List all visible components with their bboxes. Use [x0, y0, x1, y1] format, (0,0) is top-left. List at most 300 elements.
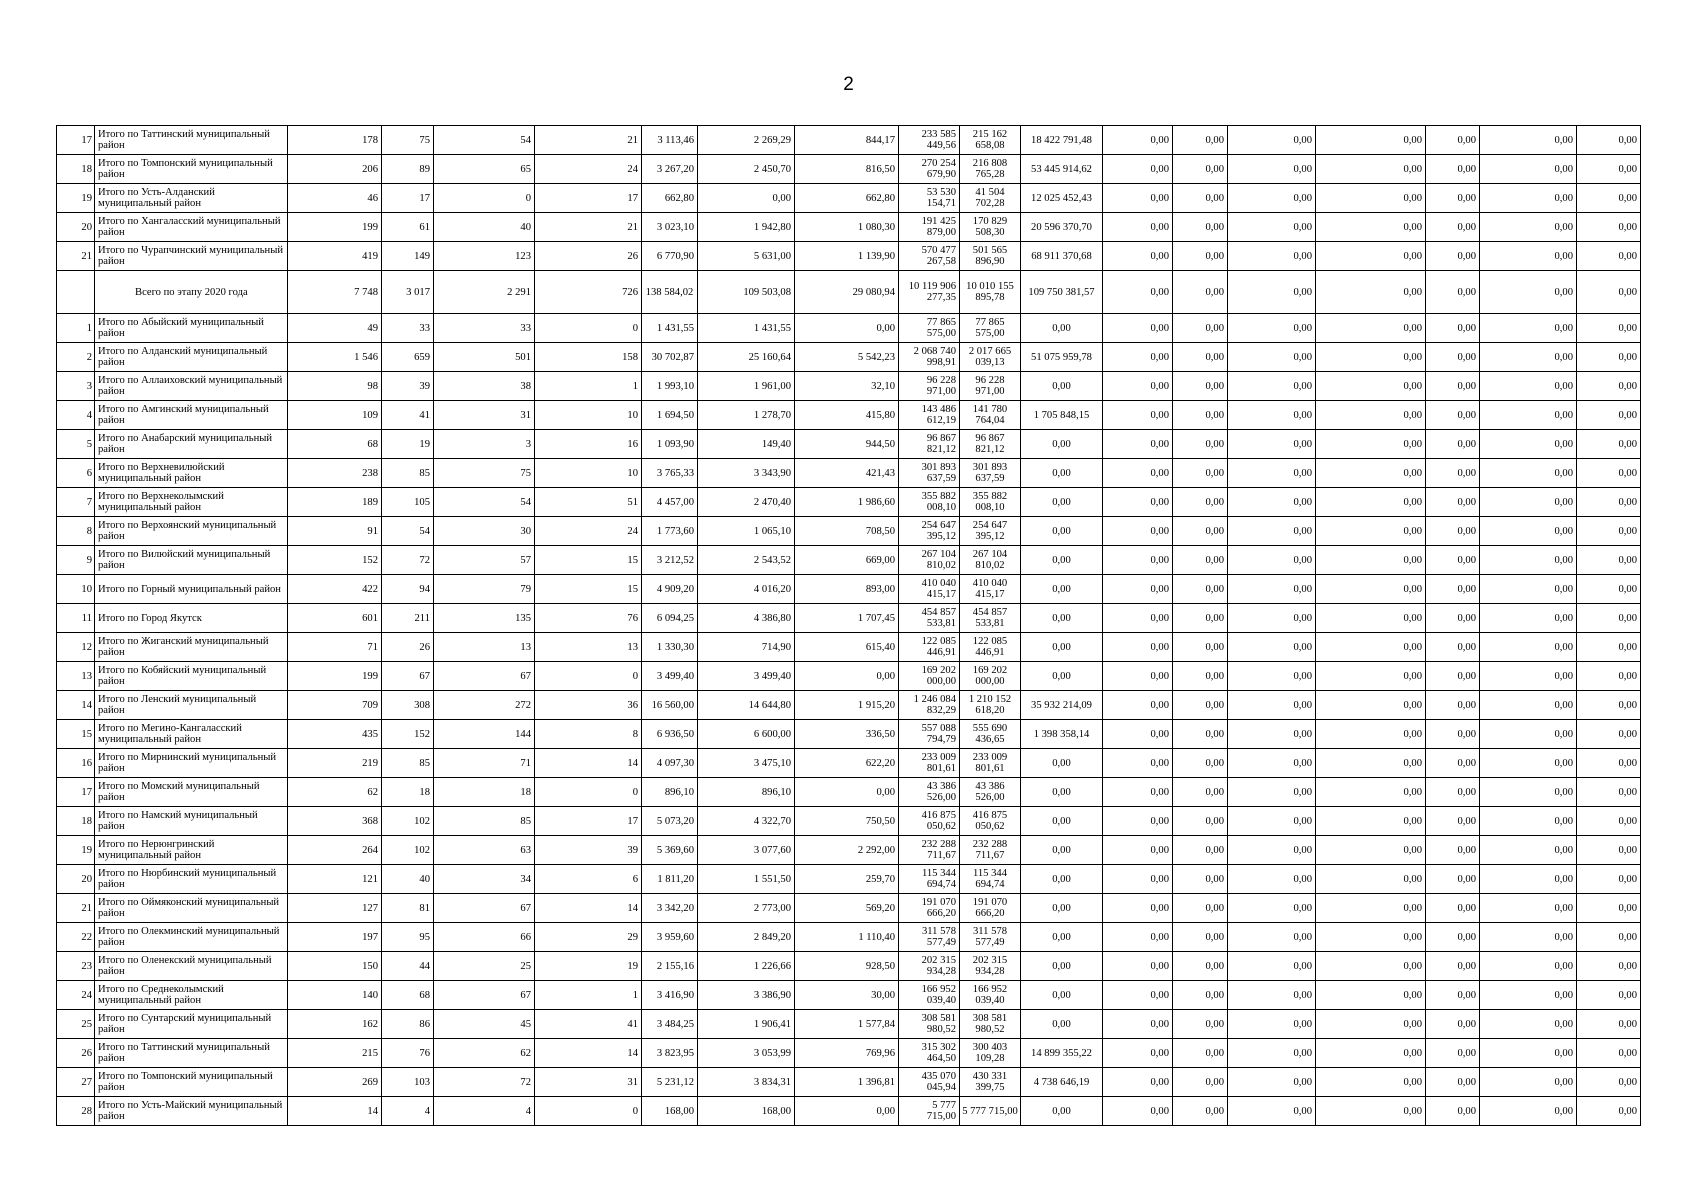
total-row — [57, 271, 1641, 314]
table-cell: 0,00 — [1173, 952, 1228, 981]
table-cell: 2 773,00 — [698, 894, 795, 923]
table-cell: 13 — [535, 633, 642, 662]
table-cell: 13 — [434, 633, 535, 662]
table-cell: 1 — [535, 981, 642, 1010]
table-cell: 67 — [434, 894, 535, 923]
table-cell: 19 — [382, 430, 434, 459]
table-cell: 726 — [535, 271, 642, 314]
table-row — [57, 720, 1641, 749]
table-cell: 0,00 — [1426, 633, 1480, 662]
table-cell: 0,00 — [1316, 778, 1426, 807]
table-cell: 709 — [288, 691, 382, 720]
table-cell: 40 — [382, 865, 434, 894]
table-cell: 0,00 — [1577, 517, 1641, 546]
table-cell: 4 322,70 — [698, 807, 795, 836]
table-cell: 0,00 — [1577, 720, 1641, 749]
table-cell: 34 — [434, 865, 535, 894]
row-number: 12 — [57, 633, 95, 662]
table-cell: 0,00 — [1021, 749, 1103, 778]
table-cell: 410 040 415,17 — [899, 575, 960, 604]
row-number: 22 — [57, 923, 95, 952]
row-number: 17 — [57, 778, 95, 807]
table-cell: 0,00 — [1426, 575, 1480, 604]
table-cell: 1 246 084 832,29 — [899, 691, 960, 720]
table-cell: 1 811,20 — [642, 865, 698, 894]
table-cell: 62 — [288, 778, 382, 807]
table-cell: 2 269,29 — [698, 126, 795, 155]
table-row — [57, 894, 1641, 923]
table-cell: 893,00 — [795, 575, 899, 604]
table-cell: 121 — [288, 865, 382, 894]
table-cell: 43 386 526,00 — [899, 778, 960, 807]
table-cell: 0,00 — [1480, 981, 1577, 1010]
row-number: 23 — [57, 952, 95, 981]
table-cell: 0,00 — [1316, 894, 1426, 923]
table-cell: 0,00 — [1480, 546, 1577, 575]
row-number: 15 — [57, 720, 95, 749]
table-cell: 14 644,80 — [698, 691, 795, 720]
table-cell: 3 342,20 — [642, 894, 698, 923]
row-name: Итого по Таттинский муниципальный район — [95, 1039, 288, 1068]
table-cell: 1 705 848,15 — [1021, 401, 1103, 430]
table-cell: 170 829 508,30 — [960, 213, 1021, 242]
table-cell: 0,00 — [1577, 430, 1641, 459]
table-cell: 25 160,64 — [698, 343, 795, 372]
table-row — [57, 662, 1641, 691]
row-number: 24 — [57, 981, 95, 1010]
table-cell: 0,00 — [1316, 633, 1426, 662]
table-cell: 3 823,95 — [642, 1039, 698, 1068]
table-cell: 3 484,25 — [642, 1010, 698, 1039]
table-row — [57, 981, 1641, 1010]
table-cell: 0,00 — [1228, 155, 1316, 184]
table-cell: 6 094,25 — [642, 604, 698, 633]
table-cell: 0,00 — [1480, 836, 1577, 865]
row-number: 20 — [57, 213, 95, 242]
table-cell: 3 499,40 — [642, 662, 698, 691]
table-cell: 0,00 — [1577, 184, 1641, 213]
table-cell: 0,00 — [1173, 1097, 1228, 1126]
table-cell: 8 — [535, 720, 642, 749]
table-cell: 33 — [434, 314, 535, 343]
table-cell: 0,00 — [1480, 1010, 1577, 1039]
table-cell: 6 770,90 — [642, 242, 698, 271]
table-cell: 0,00 — [1480, 1039, 1577, 1068]
table-cell: 0,00 — [1228, 271, 1316, 314]
table-cell: 0,00 — [1103, 633, 1173, 662]
table-cell: 0,00 — [1316, 488, 1426, 517]
table-cell: 0,00 — [1426, 184, 1480, 213]
table-cell: 77 865 575,00 — [960, 314, 1021, 343]
table-cell: 143 486 612,19 — [899, 401, 960, 430]
table-cell: 15 — [535, 575, 642, 604]
table-cell: 0,00 — [1577, 1097, 1641, 1126]
table-cell: 3 386,90 — [698, 981, 795, 1010]
table-cell: 0,00 — [1316, 372, 1426, 401]
row-number: 19 — [57, 184, 95, 213]
table-cell: 0,00 — [1103, 981, 1173, 1010]
table-cell: 0,00 — [1316, 517, 1426, 546]
table-cell: 0,00 — [1480, 633, 1577, 662]
table-cell: 67 — [434, 981, 535, 1010]
table-cell: 0,00 — [1577, 1068, 1641, 1097]
table-cell: 24 — [535, 517, 642, 546]
table-cell: 0,00 — [1316, 1097, 1426, 1126]
table-cell: 67 — [434, 662, 535, 691]
table-cell: 0,00 — [1480, 865, 1577, 894]
table-cell: 2 292,00 — [795, 836, 899, 865]
row-name: Итого по Верхнеколымский муниципальный район — [95, 488, 288, 517]
row-number: 25 — [57, 1010, 95, 1039]
table-cell: 10 119 906 277,35 — [899, 271, 960, 314]
table-cell: 109 — [288, 401, 382, 430]
table-cell: 0,00 — [1103, 720, 1173, 749]
table-row — [57, 807, 1641, 836]
table-cell: 0,00 — [1577, 242, 1641, 271]
row-number: 13 — [57, 662, 95, 691]
table-cell: 0,00 — [1021, 372, 1103, 401]
table-cell: 53 530 154,71 — [899, 184, 960, 213]
table-row — [57, 517, 1641, 546]
table-row — [57, 546, 1641, 575]
table-cell: 0,00 — [1316, 1039, 1426, 1068]
table-cell: 233 009 801,61 — [960, 749, 1021, 778]
table-cell: 0,00 — [1480, 604, 1577, 633]
table-cell: 0,00 — [1426, 401, 1480, 430]
table-cell: 2 849,20 — [698, 923, 795, 952]
table-cell: 0,00 — [1103, 952, 1173, 981]
table-row — [57, 126, 1641, 155]
table-cell: 0,00 — [1173, 126, 1228, 155]
table-body — [57, 126, 1641, 1126]
table-cell: 311 578 577,49 — [899, 923, 960, 952]
table-cell: 0,00 — [1480, 343, 1577, 372]
table-cell: 0,00 — [1173, 1010, 1228, 1039]
table-cell: 0,00 — [795, 314, 899, 343]
row-name: Итого по Анабарский муниципальный район — [95, 430, 288, 459]
table-row — [57, 1039, 1641, 1068]
table-cell: 168,00 — [642, 1097, 698, 1126]
row-name: Итого по Сунтарский муниципальный район — [95, 1010, 288, 1039]
table-cell: 0,00 — [1480, 155, 1577, 184]
table-cell: 0,00 — [1173, 662, 1228, 691]
table-cell: 5 542,23 — [795, 343, 899, 372]
table-cell: 615,40 — [795, 633, 899, 662]
table-cell: 0,00 — [1426, 1039, 1480, 1068]
table-cell: 1 080,30 — [795, 213, 899, 242]
table-cell: 0,00 — [1228, 575, 1316, 604]
table-cell: 191 425 879,00 — [899, 213, 960, 242]
table-cell: 72 — [382, 546, 434, 575]
table-cell: 0,00 — [1426, 1010, 1480, 1039]
table-cell: 202 315 934,28 — [899, 952, 960, 981]
table-cell: 0,00 — [1103, 923, 1173, 952]
table-cell: 1 993,10 — [642, 372, 698, 401]
table-cell: 233 585 449,56 — [899, 126, 960, 155]
table-cell: 30,00 — [795, 981, 899, 1010]
table-cell: 3 017 — [382, 271, 434, 314]
table-cell: 0,00 — [1480, 184, 1577, 213]
table-cell: 0,00 — [1021, 865, 1103, 894]
table-cell: 51 075 959,78 — [1021, 343, 1103, 372]
table-row — [57, 604, 1641, 633]
table-cell: 0,00 — [1577, 575, 1641, 604]
table-cell: 0,00 — [1426, 459, 1480, 488]
table-cell: 127 — [288, 894, 382, 923]
table-cell: 0,00 — [1228, 430, 1316, 459]
table-cell: 1 707,45 — [795, 604, 899, 633]
table-cell: 0,00 — [1480, 271, 1577, 314]
row-name: Итого по Хангаласский муниципальный район — [95, 213, 288, 242]
table-cell: 166 952 039,40 — [899, 981, 960, 1010]
table-cell: 0,00 — [1480, 213, 1577, 242]
row-number: 16 — [57, 749, 95, 778]
table-cell: 454 857 533,81 — [960, 604, 1021, 633]
table-cell: 0,00 — [1426, 604, 1480, 633]
table-cell: 135 — [434, 604, 535, 633]
table-cell: 3 267,20 — [642, 155, 698, 184]
table-cell: 0,00 — [1173, 1068, 1228, 1097]
table-cell: 0,00 — [1173, 314, 1228, 343]
table-cell: 1 — [535, 372, 642, 401]
table-cell: 311 578 577,49 — [960, 923, 1021, 952]
table-cell: 5 073,20 — [642, 807, 698, 836]
table-cell: 944,50 — [795, 430, 899, 459]
table-cell: 0,00 — [1316, 126, 1426, 155]
table-cell: 0,00 — [1173, 894, 1228, 923]
table-cell: 24 — [535, 155, 642, 184]
table-cell: 54 — [434, 488, 535, 517]
table-row — [57, 865, 1641, 894]
table-cell: 72 — [434, 1068, 535, 1097]
table-cell: 0,00 — [795, 1097, 899, 1126]
table-cell: 44 — [382, 952, 434, 981]
table-cell: 85 — [382, 459, 434, 488]
table-cell: 0,00 — [1173, 242, 1228, 271]
row-number: 27 — [57, 1068, 95, 1097]
table-cell: 215 — [288, 1039, 382, 1068]
table-cell: 569,20 — [795, 894, 899, 923]
table-cell: 1 577,84 — [795, 1010, 899, 1039]
table-cell: 75 — [382, 126, 434, 155]
table-cell: 149 — [382, 242, 434, 271]
table-cell: 308 581 980,52 — [899, 1010, 960, 1039]
table-cell: 267 104 810,02 — [960, 546, 1021, 575]
table-cell: 3 053,99 — [698, 1039, 795, 1068]
table-cell: 0,00 — [1577, 604, 1641, 633]
table-cell: 10 — [535, 459, 642, 488]
table-cell: 105 — [382, 488, 434, 517]
table-cell: 109 750 381,57 — [1021, 271, 1103, 314]
table-cell: 138 584,02 — [642, 271, 698, 314]
table-cell: 1 431,55 — [698, 314, 795, 343]
row-number: 20 — [57, 865, 95, 894]
table-cell: 0,00 — [1316, 720, 1426, 749]
table-cell: 0,00 — [1103, 213, 1173, 242]
table-cell: 85 — [434, 807, 535, 836]
table-cell: 0,00 — [1577, 546, 1641, 575]
table-cell: 5 231,12 — [642, 1068, 698, 1097]
table-cell: 0,00 — [1103, 662, 1173, 691]
table-cell: 0,00 — [1103, 836, 1173, 865]
row-name: Итого по Мегино-Кангаласский муниципальный район — [95, 720, 288, 749]
table-cell: 0,00 — [1228, 633, 1316, 662]
table-cell: 0,00 — [1426, 749, 1480, 778]
table-cell: 0,00 — [1021, 662, 1103, 691]
table-row — [57, 836, 1641, 865]
table-cell: 0,00 — [1577, 894, 1641, 923]
table-cell: 31 — [535, 1068, 642, 1097]
table-cell: 0,00 — [1021, 604, 1103, 633]
table-cell: 19 — [535, 952, 642, 981]
table-cell: 601 — [288, 604, 382, 633]
table-cell: 152 — [288, 546, 382, 575]
table-cell: 149,40 — [698, 430, 795, 459]
table-cell: 0,00 — [1021, 575, 1103, 604]
table-cell: 0,00 — [1577, 1039, 1641, 1068]
table-cell: 4 909,20 — [642, 575, 698, 604]
row-name: Итого по Оймяконский муниципальный район — [95, 894, 288, 923]
table-cell: 0,00 — [1103, 604, 1173, 633]
table-cell: 0,00 — [1173, 488, 1228, 517]
table-cell: 0,00 — [1103, 691, 1173, 720]
row-number: 28 — [57, 1097, 95, 1126]
table-row — [57, 155, 1641, 184]
table-cell: 0,00 — [1577, 778, 1641, 807]
table-cell: 0,00 — [1173, 691, 1228, 720]
table-cell: 0,00 — [1316, 807, 1426, 836]
table-cell: 0,00 — [1426, 662, 1480, 691]
table-cell: 430 331 399,75 — [960, 1068, 1021, 1097]
table-cell: 0,00 — [1426, 778, 1480, 807]
table-cell: 0,00 — [1228, 126, 1316, 155]
table-cell: 75 — [434, 459, 535, 488]
table-cell: 71 — [434, 749, 535, 778]
table-cell: 0,00 — [1316, 459, 1426, 488]
table-cell: 57 — [434, 546, 535, 575]
table-cell: 0,00 — [1021, 517, 1103, 546]
table-cell: 1 210 152 618,20 — [960, 691, 1021, 720]
table-cell: 454 857 533,81 — [899, 604, 960, 633]
table-cell: 0,00 — [1021, 314, 1103, 343]
table-cell: 0,00 — [1021, 981, 1103, 1010]
row-number: 5 — [57, 430, 95, 459]
table-cell: 0,00 — [1021, 459, 1103, 488]
table-cell: 0,00 — [1228, 749, 1316, 778]
table-cell: 3 343,90 — [698, 459, 795, 488]
table-cell: 0,00 — [1426, 865, 1480, 894]
row-name: Итого по Абыйский муниципальный район — [95, 314, 288, 343]
table-cell: 0,00 — [1228, 184, 1316, 213]
table-cell: 0,00 — [698, 184, 795, 213]
table-cell: 0,00 — [1103, 517, 1173, 546]
table-cell: 46 — [288, 184, 382, 213]
table-cell: 0,00 — [1577, 865, 1641, 894]
table-cell: 31 — [434, 401, 535, 430]
table-cell: 17 — [382, 184, 434, 213]
table-cell: 708,50 — [795, 517, 899, 546]
table-cell: 272 — [434, 691, 535, 720]
table-cell: 54 — [434, 126, 535, 155]
row-name: Итого по Таттинский муниципальный район — [95, 126, 288, 155]
table-cell: 40 — [434, 213, 535, 242]
table-cell: 0,00 — [1228, 778, 1316, 807]
table-cell: 301 893 637,59 — [960, 459, 1021, 488]
table-cell: 4 457,00 — [642, 488, 698, 517]
table-cell: 0,00 — [1426, 126, 1480, 155]
table-cell: 0,00 — [1103, 184, 1173, 213]
table-row — [57, 430, 1641, 459]
table-row — [57, 343, 1641, 372]
table-row — [57, 314, 1641, 343]
table-cell: 0,00 — [1480, 894, 1577, 923]
table-cell: 0 — [535, 662, 642, 691]
table-cell: 0,00 — [1228, 952, 1316, 981]
table-cell: 0,00 — [1103, 372, 1173, 401]
table-cell: 0,00 — [1173, 459, 1228, 488]
table-cell: 144 — [434, 720, 535, 749]
row-name: Итого по Город Якутск — [95, 604, 288, 633]
table-cell: 232 288 711,67 — [899, 836, 960, 865]
table-cell: 0,00 — [1577, 126, 1641, 155]
table-cell: 39 — [535, 836, 642, 865]
row-number: 17 — [57, 126, 95, 155]
row-number: 18 — [57, 155, 95, 184]
table-cell: 557 088 794,79 — [899, 720, 960, 749]
row-name: Итого по Томпонский муниципальный район — [95, 155, 288, 184]
table-cell: 238 — [288, 459, 382, 488]
table-row — [57, 1010, 1641, 1039]
table-cell: 662,80 — [642, 184, 698, 213]
table-cell: 0,00 — [1426, 691, 1480, 720]
table-cell: 0,00 — [1173, 836, 1228, 865]
table-cell: 18 422 791,48 — [1021, 126, 1103, 155]
table-cell: 0,00 — [1103, 1039, 1173, 1068]
table-cell: 0,00 — [1426, 836, 1480, 865]
table-row — [57, 575, 1641, 604]
table-cell: 0,00 — [795, 778, 899, 807]
row-number: 7 — [57, 488, 95, 517]
table-row — [57, 691, 1641, 720]
row-number: 10 — [57, 575, 95, 604]
table-cell: 928,50 — [795, 952, 899, 981]
table-cell: 0,00 — [1480, 1097, 1577, 1126]
table-cell: 435 070 045,94 — [899, 1068, 960, 1097]
table-cell: 0,00 — [1480, 488, 1577, 517]
table-cell: 18 — [382, 778, 434, 807]
table-cell: 81 — [382, 894, 434, 923]
table-cell: 0,00 — [1426, 343, 1480, 372]
table-cell: 0,00 — [1173, 401, 1228, 430]
table-cell: 0,00 — [1480, 691, 1577, 720]
table-cell: 76 — [382, 1039, 434, 1068]
table-row — [57, 372, 1641, 401]
table-cell: 355 882 008,10 — [960, 488, 1021, 517]
table-cell: 4 386,80 — [698, 604, 795, 633]
row-number: 11 — [57, 604, 95, 633]
table-cell: 49 — [288, 314, 382, 343]
row-name: Итого по Томпонский муниципальный район — [95, 1068, 288, 1097]
row-name: Итого по Аллаиховский муниципальный район — [95, 372, 288, 401]
table-cell: 0,00 — [1480, 575, 1577, 604]
table-cell: 0,00 — [1577, 923, 1641, 952]
table-cell: 3 416,90 — [642, 981, 698, 1010]
table-cell: 3 113,46 — [642, 126, 698, 155]
table-cell: 267 104 810,02 — [899, 546, 960, 575]
table-cell: 750,50 — [795, 807, 899, 836]
table-cell: 816,50 — [795, 155, 899, 184]
table-cell: 0,00 — [1316, 546, 1426, 575]
